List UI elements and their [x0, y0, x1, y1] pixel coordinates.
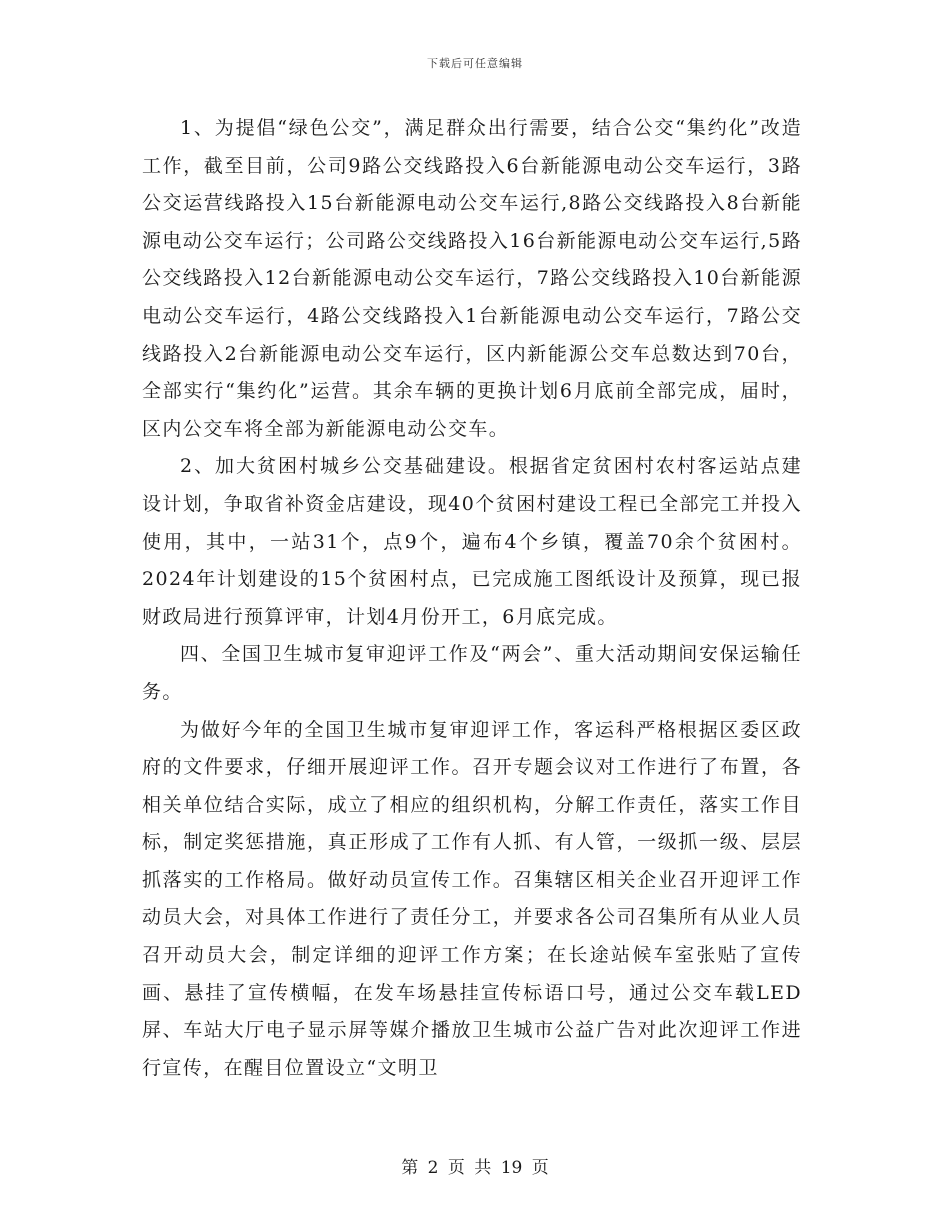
- paragraph: 为做好今年的全国卫生城市复审迎评工作，客运科严格根据区委区政府的文件要求，仔细开展迎评工作。召开专题会议对工作进行了布置，各相关单位结合实际，成立了相应的组织机构，分解工作责任，落实工作目标，制定奖惩措施，真正形成了工作有人抓、有人管，一级抓一级、层层抓落实的工作格局。做好动员宣传工作。召集辖区相关企业召开迎评工作动员大会，对具体工作进行了责任分工，并要求各公司召集所有从业人员召开动员大会，制定详细的迎评工作方案；在长途站候车室张贴了宣传画、悬挂了宣传横幅，在发车场悬挂宣传标语口号，通过公交车载LED屏、车站大厅电子显示屏等媒介播放卫生城市公益广告对此次迎评工作进行宣传，在醒目位置设立“文明卫: [142, 718, 802, 1079]
- section-heading: 四、全国卫生城市复审迎评工作及“两会”、重大活动期间安保运输任务。: [142, 643, 802, 703]
- page-header: 下载后可任意编辑: [427, 57, 523, 70]
- page-number-footer: 第 2 页 共 19 页: [401, 1158, 549, 1178]
- document-body: [142, 110, 802, 1087]
- paragraph: 2、加大贫困村城乡公交基础建设。根据省定贫困村农村客运站点建设计划，争取省补资金店建设，现40个贫困村建设工程已全部完工并投入使用，其中，一站31个，点9个，遍布4个乡镇，覆盖70余个贫困村。2024年计划建设的15个贫困村点，已完成施工图纸设计及预算，现已报财政局进行预算评审，计划4月份开工，6月底完成。: [142, 455, 802, 628]
- paragraph: 1、为提倡“绿色公交”，满足群众出行需要，结合公交“集约化”改造工作，截至目前，公司9路公交线路投入6台新能源电动公交车运行，3路公交运营线路投入15台新能源电动公交车运行,8路公交线路投入8台新能源电动公交车运行；公司路公交线路投入16台新能源电动公交车运行,5路公交线路投入12台新能源电动公交车运行，7路公交线路投入10台新能源电动公交车运行，4路公交线路投入1台新能源电动公交车运行，7路公交线路投入2台新能源电动公交车运行，区内新能源公交车总数达到70台，全部实行“集约化”运营。其余车辆的更换计划6月底前全部完成，届时，区内公交车将全部为新能源电动公交车。: [142, 117, 802, 440]
